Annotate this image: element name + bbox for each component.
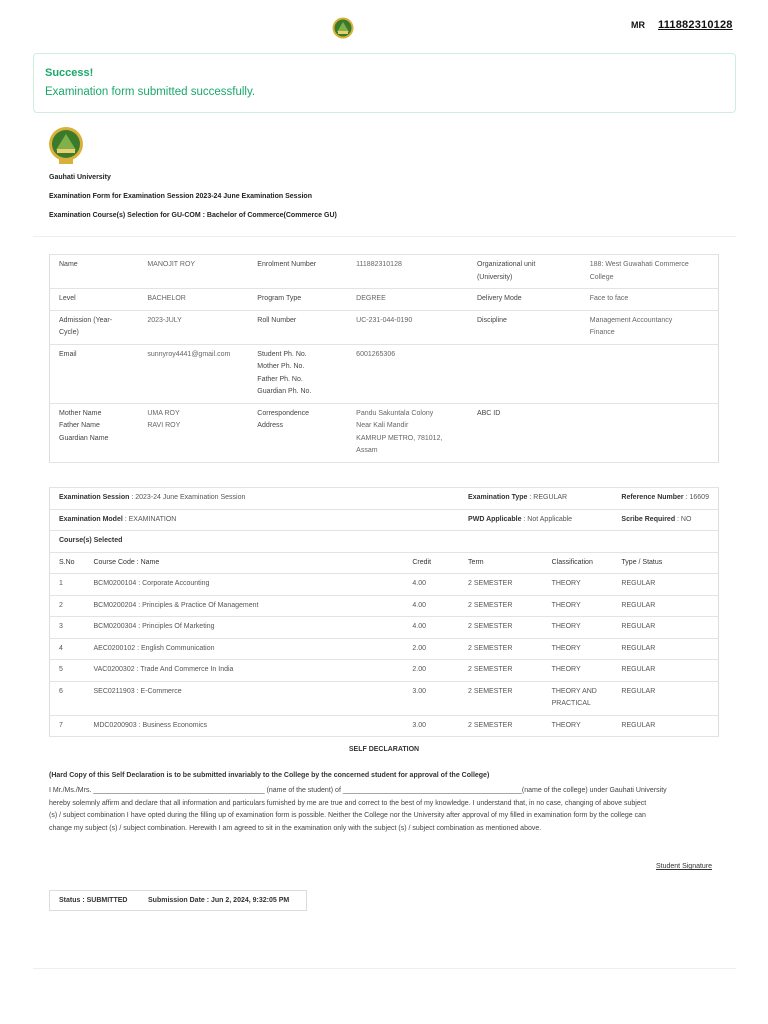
- admission-label: Admission (Year- Cycle): [50, 310, 139, 344]
- col-course: Course Code : Name: [84, 552, 403, 574]
- university-seal-icon: [48, 126, 84, 166]
- table-row: 6 SEC0211903 : E-Commerce 3.00 2 SEMESTER THEORY AND PRACTICAL REGULAR: [50, 681, 719, 715]
- exam-model: Examination Model : EXAMINATION: [50, 509, 460, 531]
- table-row: [50, 488, 719, 510]
- student-info-table: [49, 254, 719, 463]
- table-header-row: [50, 552, 719, 574]
- courses-selected-label: Course(s) Selected: [50, 531, 719, 553]
- program-type-label: Program Type: [248, 289, 347, 311]
- level-label: Level: [50, 289, 139, 311]
- divider: [33, 968, 736, 969]
- enrolment-label: Enrolment Number: [248, 255, 347, 289]
- university-logo-icon: [332, 16, 354, 40]
- exam-type: Examination Type : REGULAR: [459, 488, 612, 510]
- level-value: BACHELOR: [138, 289, 248, 311]
- table-row: [50, 289, 719, 311]
- reference-number: Reference Number : 16609: [612, 488, 718, 510]
- delivery-mode-value: Face to face: [581, 289, 719, 311]
- table-row: 7 MDC0200903 : Business Economics 3.00 2 SEMESTER THEORY REGULAR: [50, 715, 719, 737]
- scribe-required: Scribe Required : NO: [612, 509, 718, 531]
- divider: [33, 236, 736, 237]
- col-term: Term: [459, 552, 543, 574]
- org-unit-value: 188: West Guwahati Commerce College: [581, 255, 719, 289]
- table-row: [50, 509, 719, 531]
- examination-table: [49, 487, 719, 737]
- self-declaration-title: SELF DECLARATION: [348, 746, 420, 753]
- table-row: [50, 344, 719, 403]
- top-bar: [0, 0, 768, 54]
- abc-id-label: ABC ID: [468, 403, 581, 462]
- phone-values: 6001265306: [347, 344, 468, 403]
- delivery-mode-label: Delivery Mode: [468, 289, 581, 311]
- col-sno: S.No: [50, 552, 85, 574]
- university-name: Gauhati University: [49, 174, 111, 181]
- pwd-applicable: PWD Applicable : Not Applicable: [459, 509, 612, 531]
- org-unit-label: Organizational unit (University): [468, 255, 581, 289]
- email-value: sunnyroy4441@gmail.com: [138, 344, 248, 403]
- alert-title: Success!: [45, 67, 94, 79]
- user-initials: MR: [631, 20, 645, 30]
- student-signature-link[interactable]: Student Signature: [656, 863, 713, 870]
- col-classification: Classification: [543, 552, 613, 574]
- course-selection-title: Examination Course(s) Selection for GU-COM : Bachelor of Commerce(Commerce GU): [49, 212, 337, 219]
- submission-date: Submission Date : Jun 2, 2024, 9:32:05 PM: [148, 897, 290, 904]
- table-row: 1 BCM0200104 : Corporate Accounting 4.00 2 SEMESTER THEORY REGULAR: [50, 574, 719, 596]
- user-id-link[interactable]: 111882310128: [658, 19, 733, 31]
- parent-name-values: UMA ROY RAVI ROY: [138, 403, 248, 462]
- discipline-value: Management Accountancy Finance: [581, 310, 719, 344]
- table-row: [50, 531, 719, 553]
- name-label: Name: [50, 255, 139, 289]
- table-row: [50, 403, 719, 462]
- form-title: Examination Form for Examination Session 2023-24 June Examination Session: [49, 193, 312, 200]
- roll-label: Roll Number: [248, 310, 347, 344]
- phone-labels: Student Ph. No. Mother Ph. No. Father Ph. No. Guardian Ph. No.: [248, 344, 347, 403]
- table-row: 5 VAC0200302 : Trade And Commerce In India 2.00 2 SEMESTER THEORY REGULAR: [50, 660, 719, 682]
- alert-message: Examination form submitted successfully.: [45, 86, 256, 98]
- self-declaration-note: (Hard Copy of this Self Declaration is to be submitted invariably to the College by the concerned student for approval of the College): [49, 772, 490, 779]
- enrolment-value: 111882310128: [347, 255, 468, 289]
- exam-session: Examination Session : 2023-24 June Examination Session: [50, 488, 460, 510]
- status-text: Status : SUBMITTED: [59, 897, 128, 904]
- discipline-label: Discipline: [468, 310, 581, 344]
- roll-value: UC-231-044-0190: [347, 310, 468, 344]
- submission-status: [49, 890, 307, 911]
- program-type-value: DEGREE: [347, 289, 468, 311]
- admission-value: 2023-JULY: [138, 310, 248, 344]
- col-type-status: Type / Status: [612, 552, 718, 574]
- email-label: Email: [50, 344, 139, 403]
- table-row: [50, 255, 719, 289]
- table-row: 3 BCM0200304 : Principles Of Marketing 4.00 2 SEMESTER THEORY REGULAR: [50, 617, 719, 639]
- self-declaration-text: I Mr./Ms./Mrs. ____________________________________________ (name of the student) of ______________________________________________(name of the college) under Gauhati University hereby solemnly affirm and declare that all information and particulars furnished by me are true and correct to the best of my knowledge. I understand that, in no case, changing of above subject (s) / subject combination I have opted during the filling up of examination form is possible. Neither the College nor the University after approval of my filled in examination form by the college can change my subject (s) / subject combination. Herewith I am agreed to sit in the examination only with the subject (s) / subject combination as mentioned above.: [49, 787, 667, 832]
- address-label: Correspondence Address: [248, 403, 347, 462]
- name-value: MANOJIT ROY: [138, 255, 248, 289]
- table-row: 2 BCM0200204 : Principles & Practice Of Management 4.00 2 SEMESTER THEORY REGULAR: [50, 595, 719, 617]
- col-credit: Credit: [403, 552, 459, 574]
- success-alert: [33, 53, 736, 113]
- table-row: [50, 310, 719, 344]
- address-value: Pandu Sakuntala Colony Near Kali Mandir KAMRUP METRO, 781012, Assam: [347, 403, 468, 462]
- table-row: 4 AEC0200102 : English Communication 2.00 2 SEMESTER THEORY REGULAR: [50, 638, 719, 660]
- parent-name-labels: Mother Name Father Name Guardian Name: [50, 403, 139, 462]
